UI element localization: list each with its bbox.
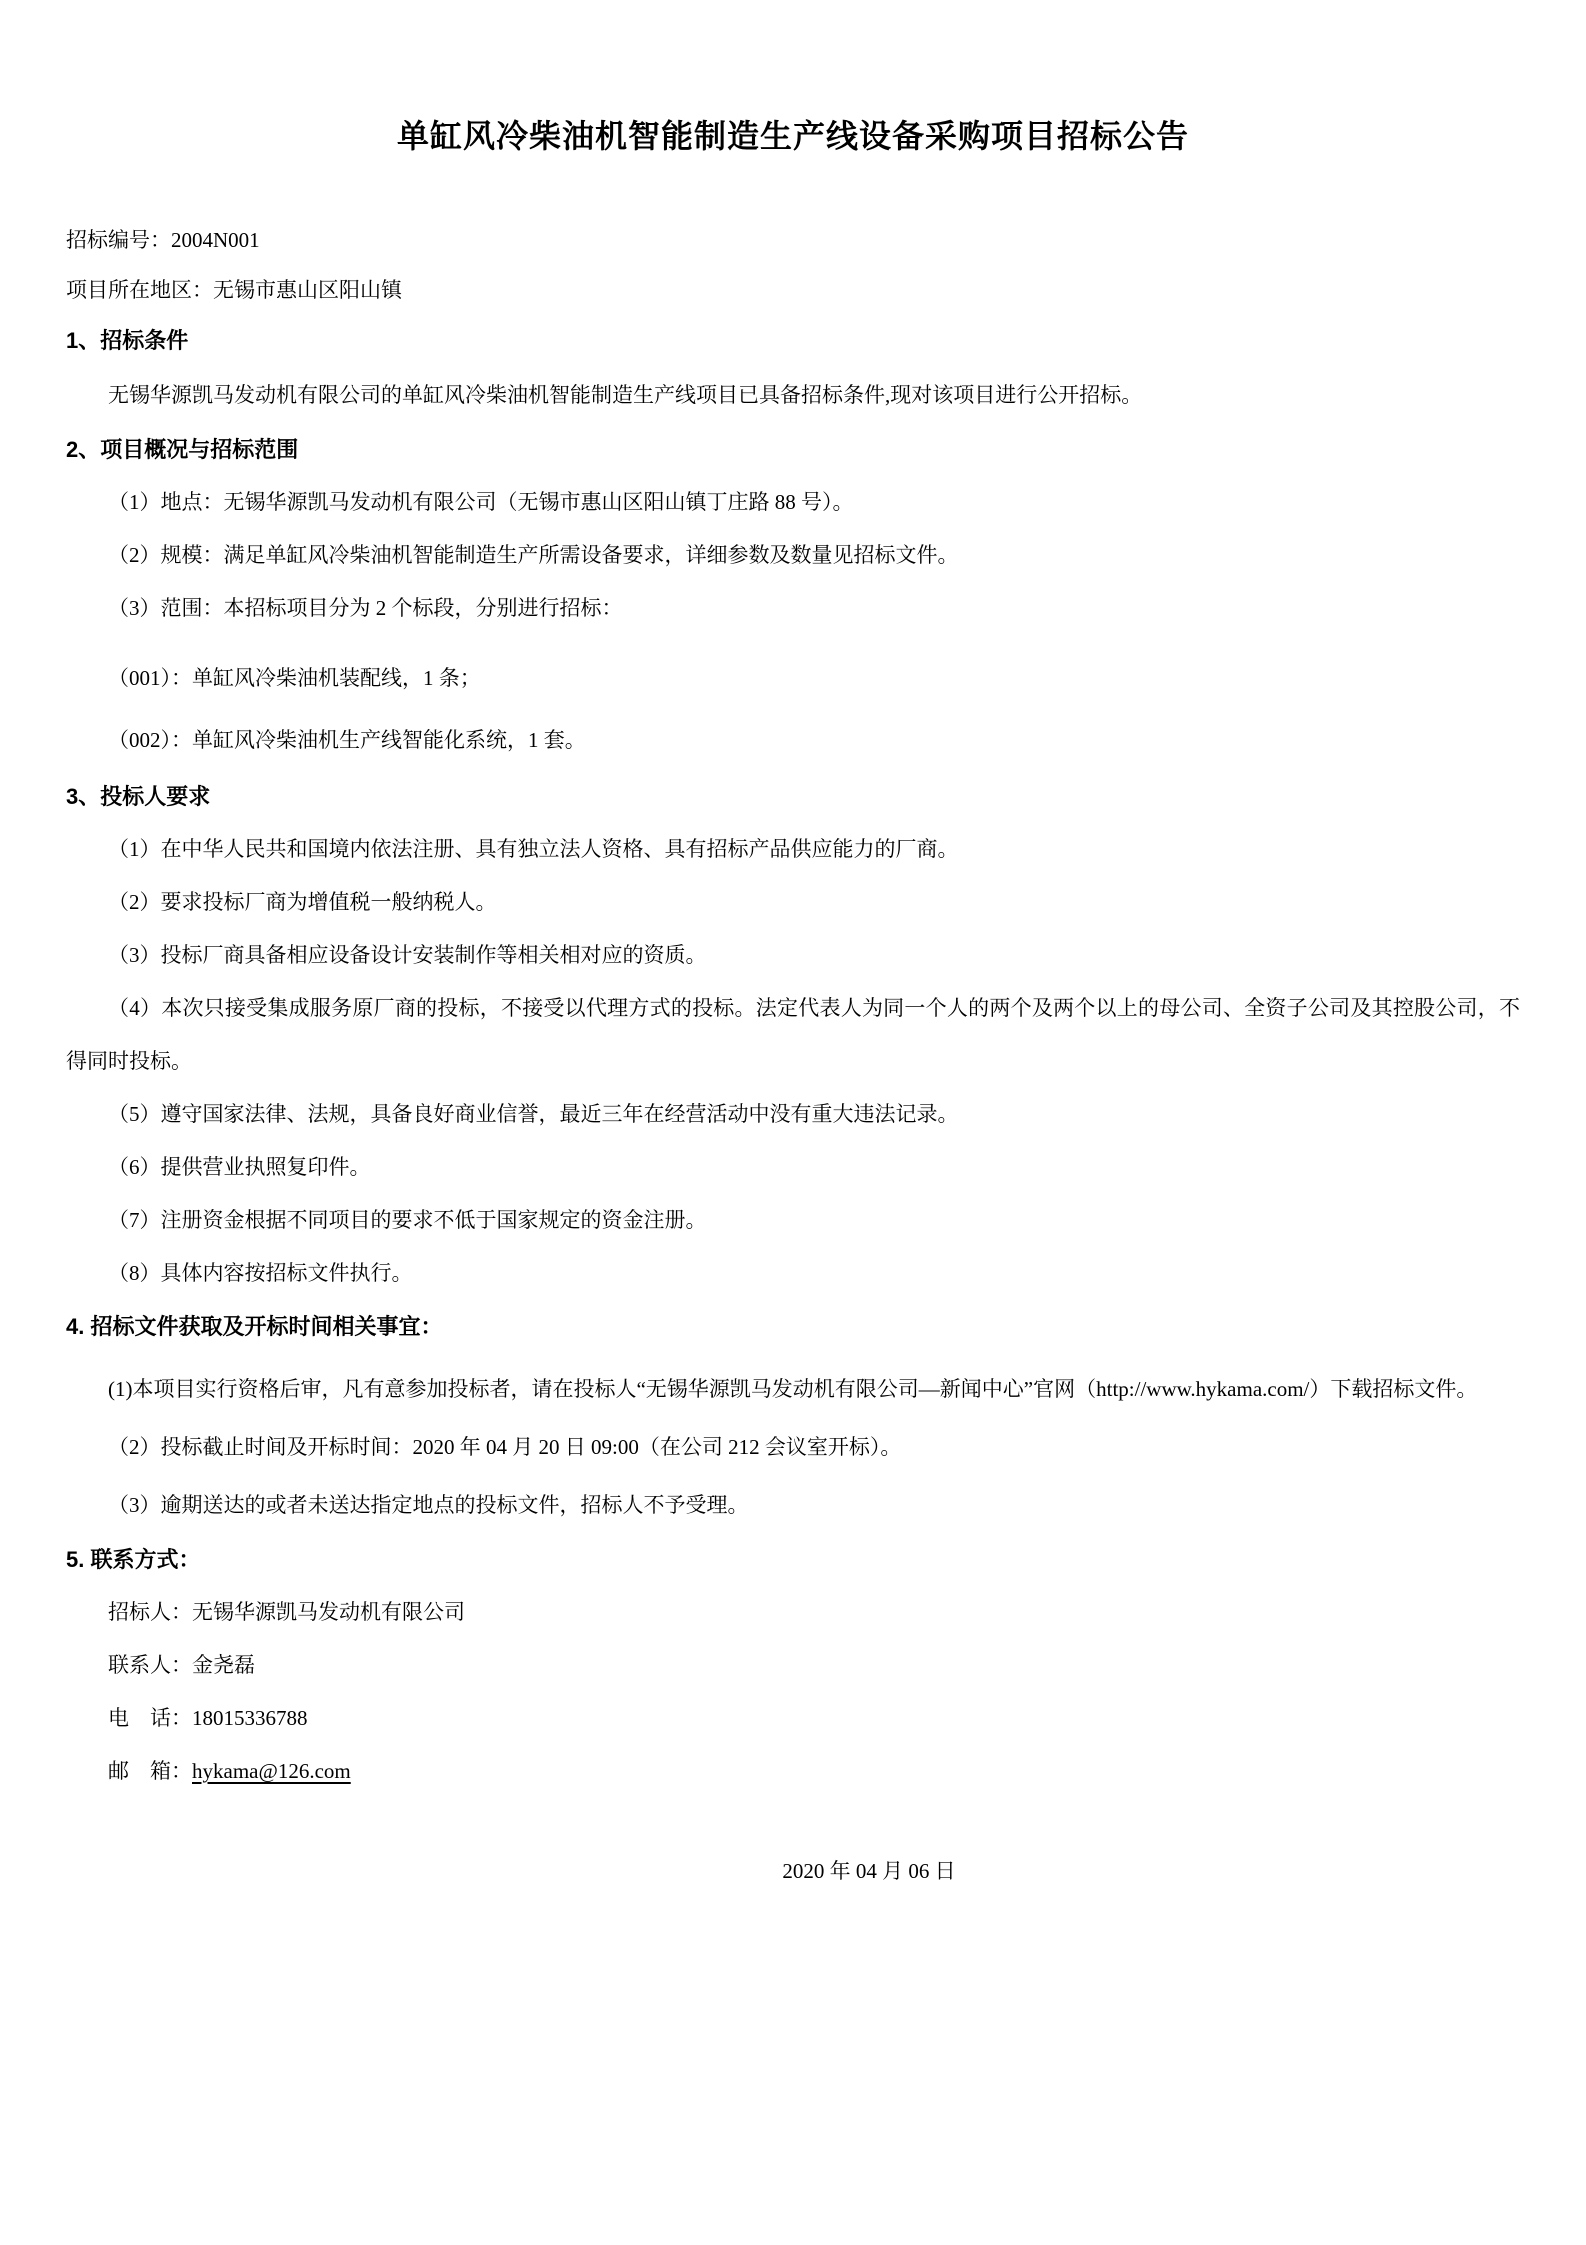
- section-3-item-8: （8）具体内容按招标文件执行。: [108, 1261, 413, 1285]
- section-2-item-location: （1）地点：无锡华源凯马发动机有限公司（无锡市惠山区阳山镇丁庄路 88 号）。: [108, 490, 854, 514]
- section-3-item-7: （7）注册资金根据不同项目的要求不低于国家规定的资金注册。: [108, 1208, 707, 1232]
- tender-number-line: 招标编号：2004N001: [66, 228, 260, 252]
- lot-list: [66, 647, 1520, 771]
- email-link[interactable]: hykama@126.com: [192, 1759, 351, 1783]
- section-4-item-1: (1)本项目实行资格后审，凡有意参加投标者，请在投标人“无锡华源凯马发动机有限公司—新闻中心”官网（http://www.hykama.com/）下载招标文件。: [108, 1377, 1478, 1401]
- lot-item-001: （001）：单缸风冷柴油机装配线，1 条；: [108, 666, 481, 690]
- email-label: 邮 箱：: [108, 1759, 192, 1783]
- section-4-heading: 4. 招标文件获取及开标时间相关事宜：: [66, 1314, 443, 1339]
- section-3-item-2: （2）要求投标厂商为增值税一般纳税人。: [108, 890, 497, 914]
- section-1-heading: 1、招标条件: [66, 328, 189, 353]
- section-2-item-scope: （3）范围：本招标项目分为 2 个标段，分别进行招标：: [108, 596, 623, 620]
- section-5-heading: 5. 联系方式：: [66, 1547, 201, 1572]
- section-3-heading: 3、投标人要求: [66, 784, 211, 809]
- phone-line: [66, 1692, 1520, 1745]
- section-2-item-scale: （2）规模：满足单缸风冷柴油机智能制造生产所需设备要求，详细参数及数量见招标文件。: [108, 543, 959, 567]
- section-1-body: 无锡华源凯马发动机有限公司的单缸风冷柴油机智能制造生产线项目已具备招标条件,现对该项目进行公开招标。: [108, 383, 1143, 407]
- section-3-item-4: （4）本次只接受集成服务原厂商的投标，不接受以代理方式的投标。法定代表人为同一个人的两个及两个以上的母公司、全资子公司及其控股公司，不得同时投标。: [66, 996, 1520, 1073]
- tenderer-line: 招标人：无锡华源凯马发动机有限公司: [108, 1600, 465, 1624]
- section-4-items: [66, 1360, 1520, 1534]
- section-3-item-5: （5）遵守国家法律、法规，具备良好商业信誉，最近三年在经营活动中没有重大违法记录。: [108, 1102, 959, 1126]
- page-title: 单缸风冷柴油机智能制造生产线设备采购项目招标公告: [396, 118, 1189, 154]
- contact-person-line: 联系人：金尧磊: [108, 1653, 255, 1677]
- lot-item-002: （002）：单缸风冷柴油机生产线智能化系统，1 套。: [108, 728, 586, 752]
- phone-label: 电 话：: [108, 1706, 192, 1730]
- section-3-item-6: （6）提供营业执照复印件。: [108, 1155, 371, 1179]
- phone-number: 18015336788: [192, 1706, 308, 1730]
- section-2-heading: 2、项目概况与招标范围: [66, 437, 299, 462]
- section-3-item-3: （3）投标厂商具备相应设备设计安装制作等相关相对应的资质。: [108, 943, 707, 967]
- project-location-line: 项目所在地区：无锡市惠山区阳山镇: [66, 278, 402, 302]
- section-3-item-1: （1）在中华人民共和国境内依法注册、具有独立法人资格、具有招标产品供应能力的厂商。: [108, 837, 959, 861]
- announcement-date: 2020 年 04 月 06 日: [782, 1859, 956, 1883]
- email-line: [66, 1745, 1520, 1798]
- section-4-item-2: （2）投标截止时间及开标时间：2020 年 04 月 20 日 09:00（在公司 212 会议室开标）。: [108, 1435, 902, 1459]
- section-4-item-3: （3）逾期送达的或者未送达指定地点的投标文件，招标人不予受理。: [108, 1493, 749, 1517]
